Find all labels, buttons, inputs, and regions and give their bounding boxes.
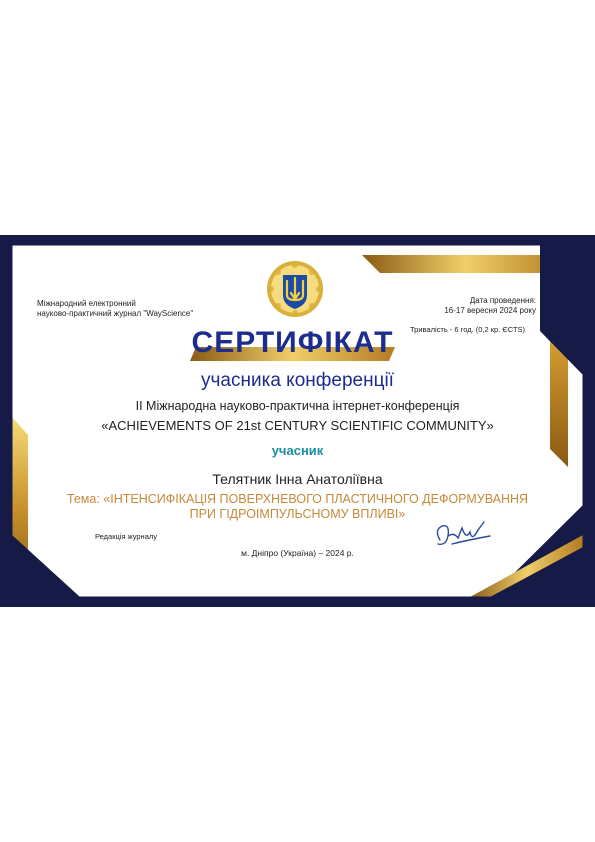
journal-line2: науково-практичний журнал "WayScience" [37, 309, 194, 318]
event-date [420, 296, 536, 316]
conference-name: «ACHIEVEMENTS OF 21st CENTURY SCIENTIFIC COMMUNITY» [101, 418, 494, 433]
theme-line2: ПРИ ГІДРОІМПУЛЬСНОМУ ВПЛИВІ» [189, 507, 406, 521]
theme-line1: Тема: «ІНТЕНСИФІКАЦІЯ ПОВЕРХНЕВОГО ПЛАСТИЧНОГО ДЕФОРМУВАННЯ [66, 492, 529, 506]
conference-type: ІІ Міжнародна науково-практична інтернет-конференція [135, 399, 460, 413]
date-label: Дата проведення: [469, 296, 536, 305]
participant-name: Телятник Інна Анатоліївна [212, 471, 383, 487]
trident-emblem-icon [265, 259, 325, 319]
place-year: м. Дніпро (Україна) – 2024 р. [241, 548, 354, 558]
signature-icon [432, 518, 494, 552]
certificate-title: СЕРТИФІКАТ [191, 326, 394, 359]
certificate [0, 235, 595, 607]
editorial-label: Редакція журналу [95, 532, 157, 541]
certificate-subtitle: учасника конференції [201, 370, 394, 391]
journal-name [37, 299, 193, 319]
journal-line1: Міжнародний електронний [37, 299, 136, 308]
role-label: учасник [271, 443, 324, 458]
date-value: 16-17 вересня 2024 року [444, 306, 536, 315]
event-duration: Тривалість - 6 год. (0,2 кр. ЄСТS) [410, 325, 526, 334]
